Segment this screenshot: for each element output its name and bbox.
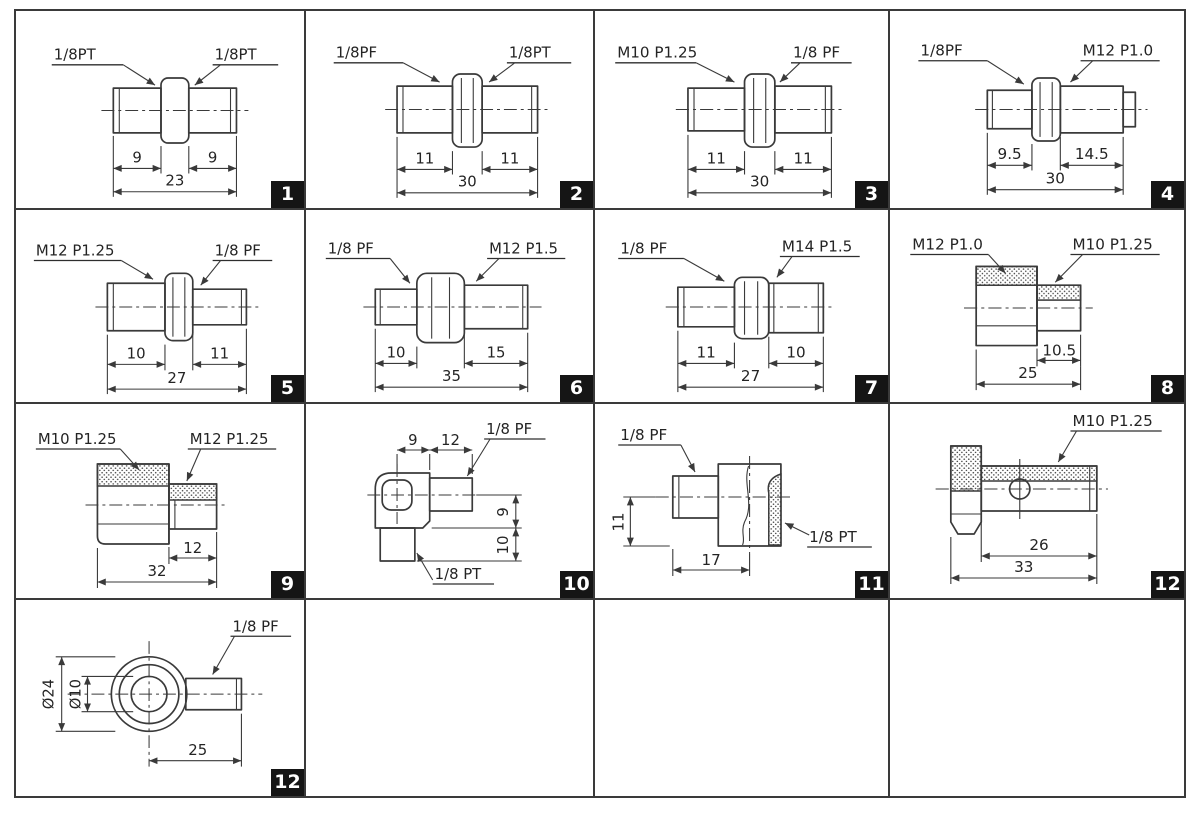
fitting-drawing-5 xyxy=(16,210,304,402)
dim-total: 30 xyxy=(457,172,477,191)
fitting-cell-4 xyxy=(890,11,1184,210)
dim-inner: 26 xyxy=(1029,536,1049,554)
dim-total: 27 xyxy=(740,367,761,386)
dim-total: 33 xyxy=(1014,558,1034,576)
fitting-drawing-7 xyxy=(595,210,888,402)
dim-top-b: 12 xyxy=(441,430,460,450)
dim-bottom: 17 xyxy=(701,551,721,569)
dim-total: 23 xyxy=(165,171,185,190)
thread-label-left: 1/8PF xyxy=(920,41,963,60)
dim-right: 11 xyxy=(500,149,520,168)
thread-label-left: 1/8 PF xyxy=(620,239,668,258)
dim-left: 10 xyxy=(386,344,406,362)
fitting-cell-12 xyxy=(890,404,1184,600)
dim-left: 10 xyxy=(126,344,146,363)
thread-label-right: M12 P1.25 xyxy=(189,429,269,449)
empty-cell xyxy=(890,600,1184,796)
thread-label-right: 1/8 PF xyxy=(214,241,261,260)
fitting-drawing-9 xyxy=(16,404,304,598)
fitting-cell-3 xyxy=(595,11,890,210)
dim-right: 10.5 xyxy=(1042,341,1077,360)
fitting-drawing-4 xyxy=(890,11,1184,208)
dim-left: 9.5 xyxy=(997,145,1022,164)
dim-side: 11 xyxy=(609,512,628,532)
dim-left: 11 xyxy=(696,343,716,362)
dim-left: 11 xyxy=(415,149,435,168)
fitting-cell-7 xyxy=(595,210,890,404)
dim-top-a: 9 xyxy=(408,430,418,450)
cell-number-badge: 2 xyxy=(560,181,593,208)
cell-number-badge: 5 xyxy=(271,375,304,402)
thread-label-right: 1/8PT xyxy=(214,45,257,64)
chart-grid xyxy=(14,9,1186,798)
dim-right: 15 xyxy=(486,344,506,362)
fitting-cell-10 xyxy=(306,404,595,600)
dim-total: 30 xyxy=(750,172,770,191)
dim-right: 10 xyxy=(786,343,806,362)
fitting-cell-2 xyxy=(306,11,595,210)
thread-label-left: 1/8PT xyxy=(53,45,96,64)
dim-left: 11 xyxy=(706,149,726,168)
dim-right: 11 xyxy=(210,344,230,363)
cell-number-badge: 4 xyxy=(1151,181,1184,208)
fitting-drawing-2 xyxy=(306,11,593,208)
fitting-cell-6 xyxy=(306,210,595,404)
dim-stem: 25 xyxy=(188,741,208,759)
thread-label-right: 1/8 PF xyxy=(793,43,841,62)
fitting-cell-9 xyxy=(16,404,306,600)
cell-number-badge: 9 xyxy=(271,571,304,598)
dim-total: 30 xyxy=(1045,169,1065,188)
fitting-cell-1 xyxy=(16,11,306,210)
fitting-drawing-13 xyxy=(16,600,304,796)
cell-number-badge: 12 xyxy=(1151,571,1184,598)
dim-left: 9 xyxy=(132,148,142,167)
dim-total: 32 xyxy=(147,561,167,581)
thread-label-left: 1/8 PF xyxy=(327,240,374,258)
cell-number-badge: 8 xyxy=(1151,375,1184,402)
fitting-drawing-3 xyxy=(595,11,888,208)
dim-dia-inner: Ø10 xyxy=(67,678,85,710)
cell-number-badge: 3 xyxy=(855,181,888,208)
dim-right: 12 xyxy=(183,538,203,558)
dim-total: 25 xyxy=(1018,364,1038,383)
dim-total: 35 xyxy=(442,368,461,386)
empty-cell xyxy=(306,600,595,796)
thread-label-left: M10 P1.25 xyxy=(37,429,117,449)
thread-label-right: M14 P1.5 xyxy=(781,237,853,256)
thread-label-right: 1/8PT xyxy=(508,43,551,62)
thread-label-right: 1/8 PF xyxy=(486,419,533,439)
thread-label-left: M10 P1.25 xyxy=(617,43,698,62)
fitting-drawing-12 xyxy=(890,404,1184,598)
fitting-drawing-10 xyxy=(306,404,593,598)
thread-label-right: M10 P1.25 xyxy=(1072,412,1153,430)
empty-cell xyxy=(595,600,890,796)
thread-label-bottom: 1/8 PT xyxy=(434,564,482,584)
cell-number-badge: 11 xyxy=(855,571,888,598)
fitting-drawing-8 xyxy=(890,210,1184,402)
dim-right: 9 xyxy=(207,148,218,167)
dim-right: 11 xyxy=(793,149,813,168)
thread-label-left: M12 P1.0 xyxy=(912,235,983,254)
cell-number-badge: 7 xyxy=(855,375,888,402)
thread-label-right: 1/8 PF xyxy=(232,618,279,636)
fitting-drawing-11 xyxy=(595,404,888,598)
fitting-cell-8 xyxy=(890,210,1184,404)
cell-number-badge: 10 xyxy=(560,571,593,598)
cell-number-badge: 1 xyxy=(271,181,304,208)
fitting-drawing-1 xyxy=(16,11,304,208)
fitting-drawing-6 xyxy=(306,210,593,402)
dim-side-b: 10 xyxy=(493,535,512,555)
thread-label-right: M12 P1.0 xyxy=(1082,41,1154,60)
fitting-cell-13 xyxy=(16,600,306,796)
dim-dia-outer: Ø24 xyxy=(40,678,58,710)
thread-label-left: M12 P1.25 xyxy=(35,241,115,260)
thread-label-right: M12 P1.5 xyxy=(489,240,558,258)
cell-number-badge: 6 xyxy=(560,375,593,402)
dim-total: 27 xyxy=(167,369,187,388)
cell-number-badge: 12 xyxy=(271,769,304,796)
dim-side-a: 9 xyxy=(493,507,512,517)
thread-label-left: 1/8 PF xyxy=(620,426,668,444)
dim-right: 14.5 xyxy=(1074,145,1109,164)
thread-label-right: 1/8 PT xyxy=(809,528,857,546)
thread-label-left: 1/8PF xyxy=(335,43,378,62)
thread-label-right: M10 P1.25 xyxy=(1072,235,1153,254)
fitting-cell-5 xyxy=(16,210,306,404)
fitting-cell-11 xyxy=(595,404,890,600)
